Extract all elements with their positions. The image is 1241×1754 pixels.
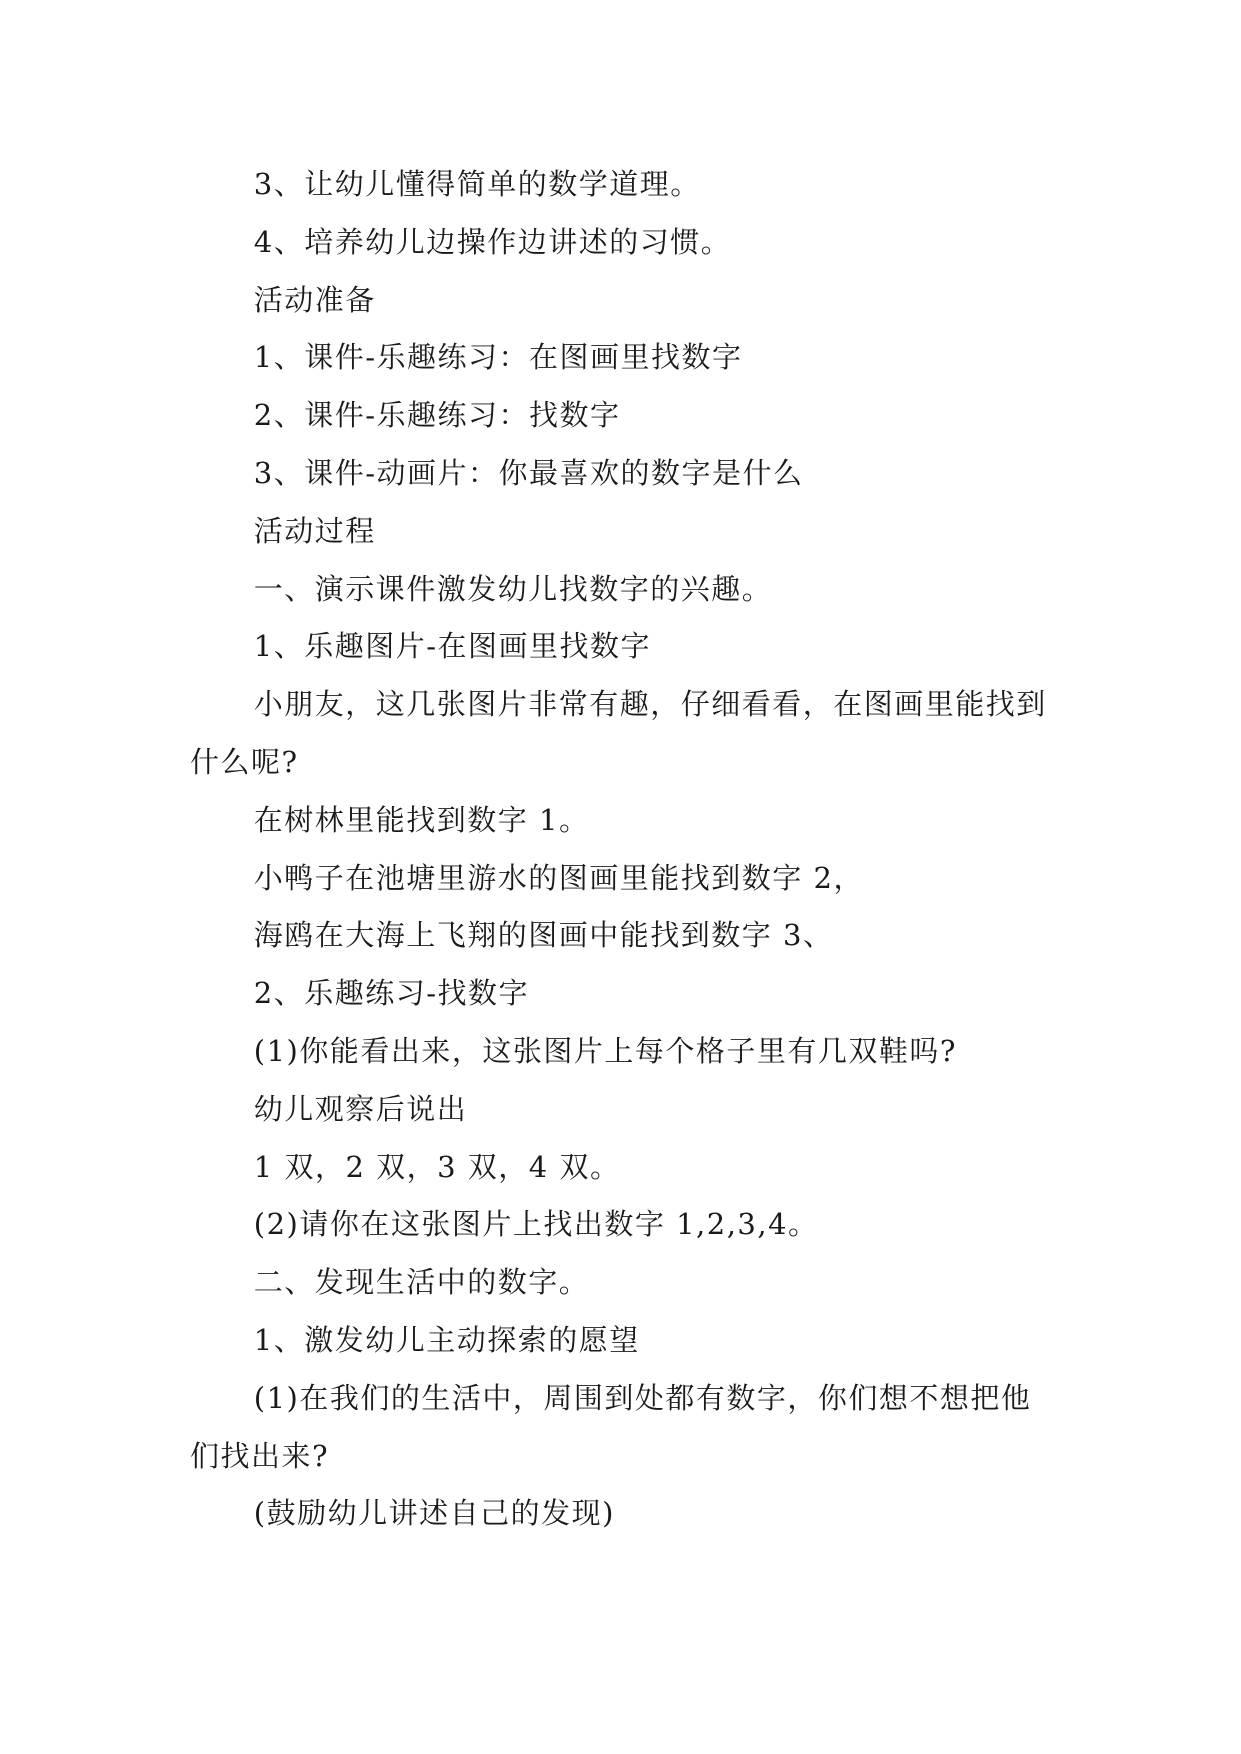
section-heading: 活动过程: [253, 513, 376, 548]
paragraph: (2)请你在这张图片上找出数字 1,2,3,4。: [253, 1207, 819, 1242]
document-body: [190, 156, 1050, 1543]
section-heading: 活动准备: [253, 282, 376, 317]
paragraph: 海鸥在大海上飞翔的图画中能找到数字 3、: [253, 918, 834, 953]
paragraph: 1 双，2 双，3 双，4 双。: [253, 1149, 621, 1184]
paragraph: 3、课件-动画片：你最喜欢的数字是什么: [253, 455, 804, 490]
paragraph: 1、激发幼儿主动探索的愿望: [253, 1322, 640, 1357]
paragraph: 幼儿观察后说出: [253, 1091, 468, 1126]
paragraph: 2、乐趣练习-找数字: [253, 976, 530, 1011]
paragraph: 1、课件-乐趣练习：在图画里找数字: [253, 340, 743, 375]
paragraph: 2、课件-乐趣练习：找数字: [253, 398, 621, 433]
paragraph: (鼓励幼儿讲述自己的发现): [253, 1496, 615, 1531]
paragraph: 小朋友，这几张图片非常有趣，仔细看看，在图画里能找到什么呢?: [190, 687, 1047, 779]
paragraph: 小鸭子在池塘里游水的图画里能找到数字 2，: [253, 860, 864, 895]
paragraph: 3、让幼儿懂得简单的数学道理。: [253, 167, 701, 201]
paragraph: 1、乐趣图片-在图画里找数字: [253, 629, 652, 664]
paragraph: (1)在我们的生活中，周围到处都有数字，你们想不想把他们找出来?: [190, 1380, 1032, 1473]
paragraph: (1)你能看出来，这张图片上每个格子里有几双鞋吗?: [253, 1033, 957, 1068]
paragraph: 在树林里能找到数字 1。: [253, 802, 590, 837]
paragraph: 二、发现生活中的数字。: [253, 1265, 590, 1300]
paragraph: 4、培养幼儿边操作边讲述的习惯。: [253, 224, 732, 259]
paragraph: 一、演示课件激发幼儿找数字的兴趣。: [253, 571, 773, 606]
